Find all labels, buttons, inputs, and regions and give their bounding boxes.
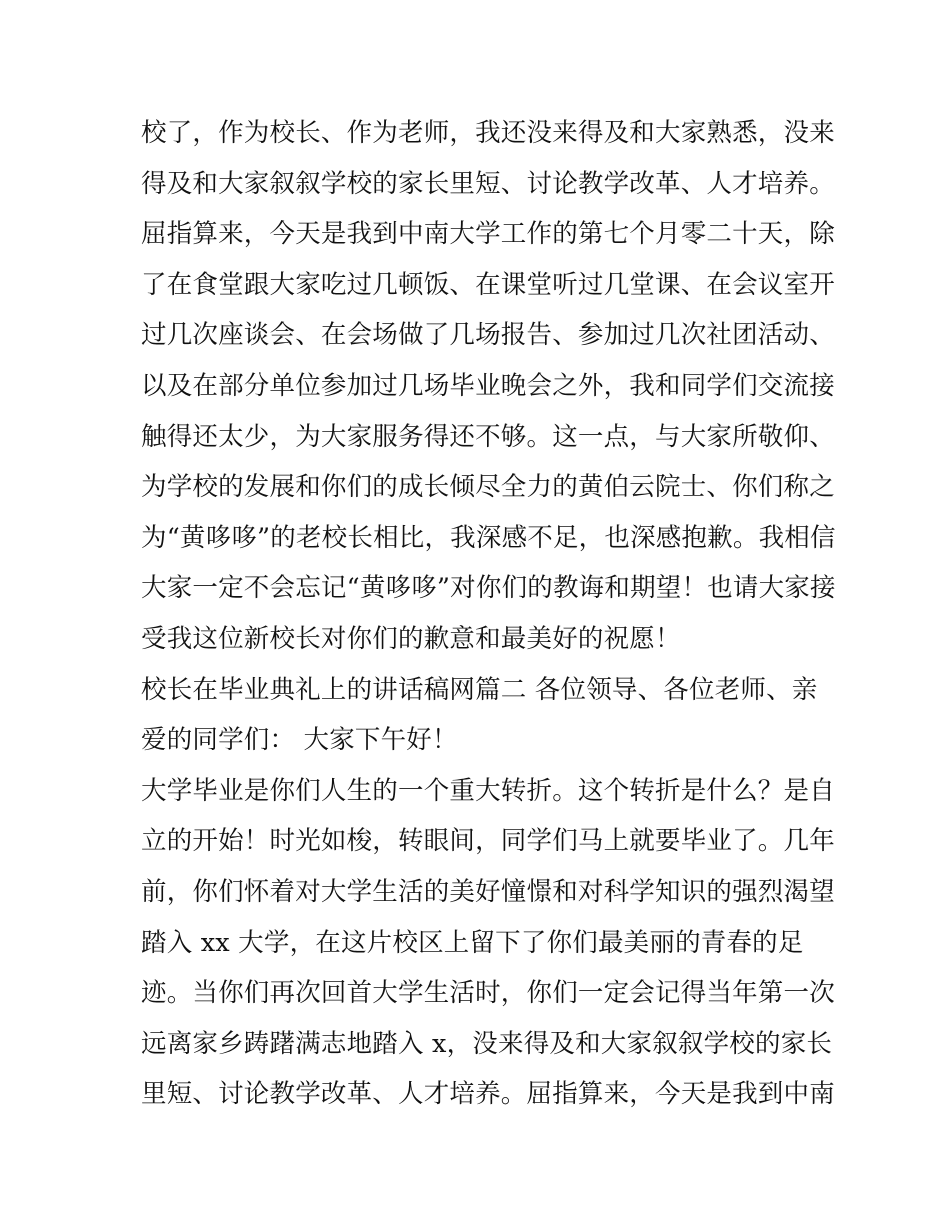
text-line: 立的开始！时光如梭，转眼间，同学们马上就要毕业了。几年 [141, 826, 835, 857]
text-line: 受我这位新校长对你们的歉意和最美好的祝愿！ [141, 623, 681, 654]
text-line: 前，你们怀着对大学生活的美好憧憬和对科学知识的强烈渴望 [141, 876, 835, 907]
text-line: 远离家乡踌躇满志地踏入 x，没来得及和大家叙叙学校的家长 [141, 1028, 833, 1059]
text-line: 大学毕业是你们人生的一个重大转折。这个转折是什么？是自 [141, 775, 835, 806]
text-line: 大家一定不会忘记“黄哆哆”对你们的教诲和期望！也请大家接 [141, 573, 836, 604]
text-line: 为学校的发展和你们的成长倾尽全力的黄伯云院士、你们称之 [141, 472, 835, 503]
section-heading-line: 校长在毕业典礼上的讲话稿网篇二 各位领导、各位老师、亲 [141, 674, 818, 705]
text-line: 为“黄哆哆”的老校长相比，我深感不足，也深感抱歉。我相信 [141, 522, 836, 553]
text-line: 屈指算来，今天是我到中南大学工作的第七个月零二十天，除 [141, 219, 835, 250]
text-line: 触得还太少，为大家服务得还不够。这一点，与大家所敬仰、 [141, 421, 835, 452]
text-line: 以及在部分单位参加过几场毕业晚会之外，我和同学们交流接 [141, 370, 835, 401]
body-text [141, 108, 841, 1120]
text-line: 过几次座谈会、在会场做了几场报告、参加过几次社团活动、 [141, 320, 835, 351]
text-line: 爱的同学们： 大家下午好！ [141, 725, 458, 756]
text-line: 迹。当你们再次回首大学生活时，你们一定会记得当年第一次 [141, 978, 835, 1009]
text-line: 踏入 xx 大学，在这片校区上留下了你们最美丽的青春的足 [141, 927, 804, 958]
text-line: 里短、讨论教学改革、人才培养。屈指算来，今天是我到中南 [141, 1079, 835, 1110]
text-line: 了在食堂跟大家吃过几顿饭、在课堂听过几堂课、在会议室开 [141, 269, 835, 300]
text-line: 校了，作为校长、作为老师，我还没来得及和大家熟悉，没来 [141, 118, 835, 148]
text-line: 得及和大家叙叙学校的家长里短、讨论教学改革、人才培养。 [141, 168, 835, 199]
